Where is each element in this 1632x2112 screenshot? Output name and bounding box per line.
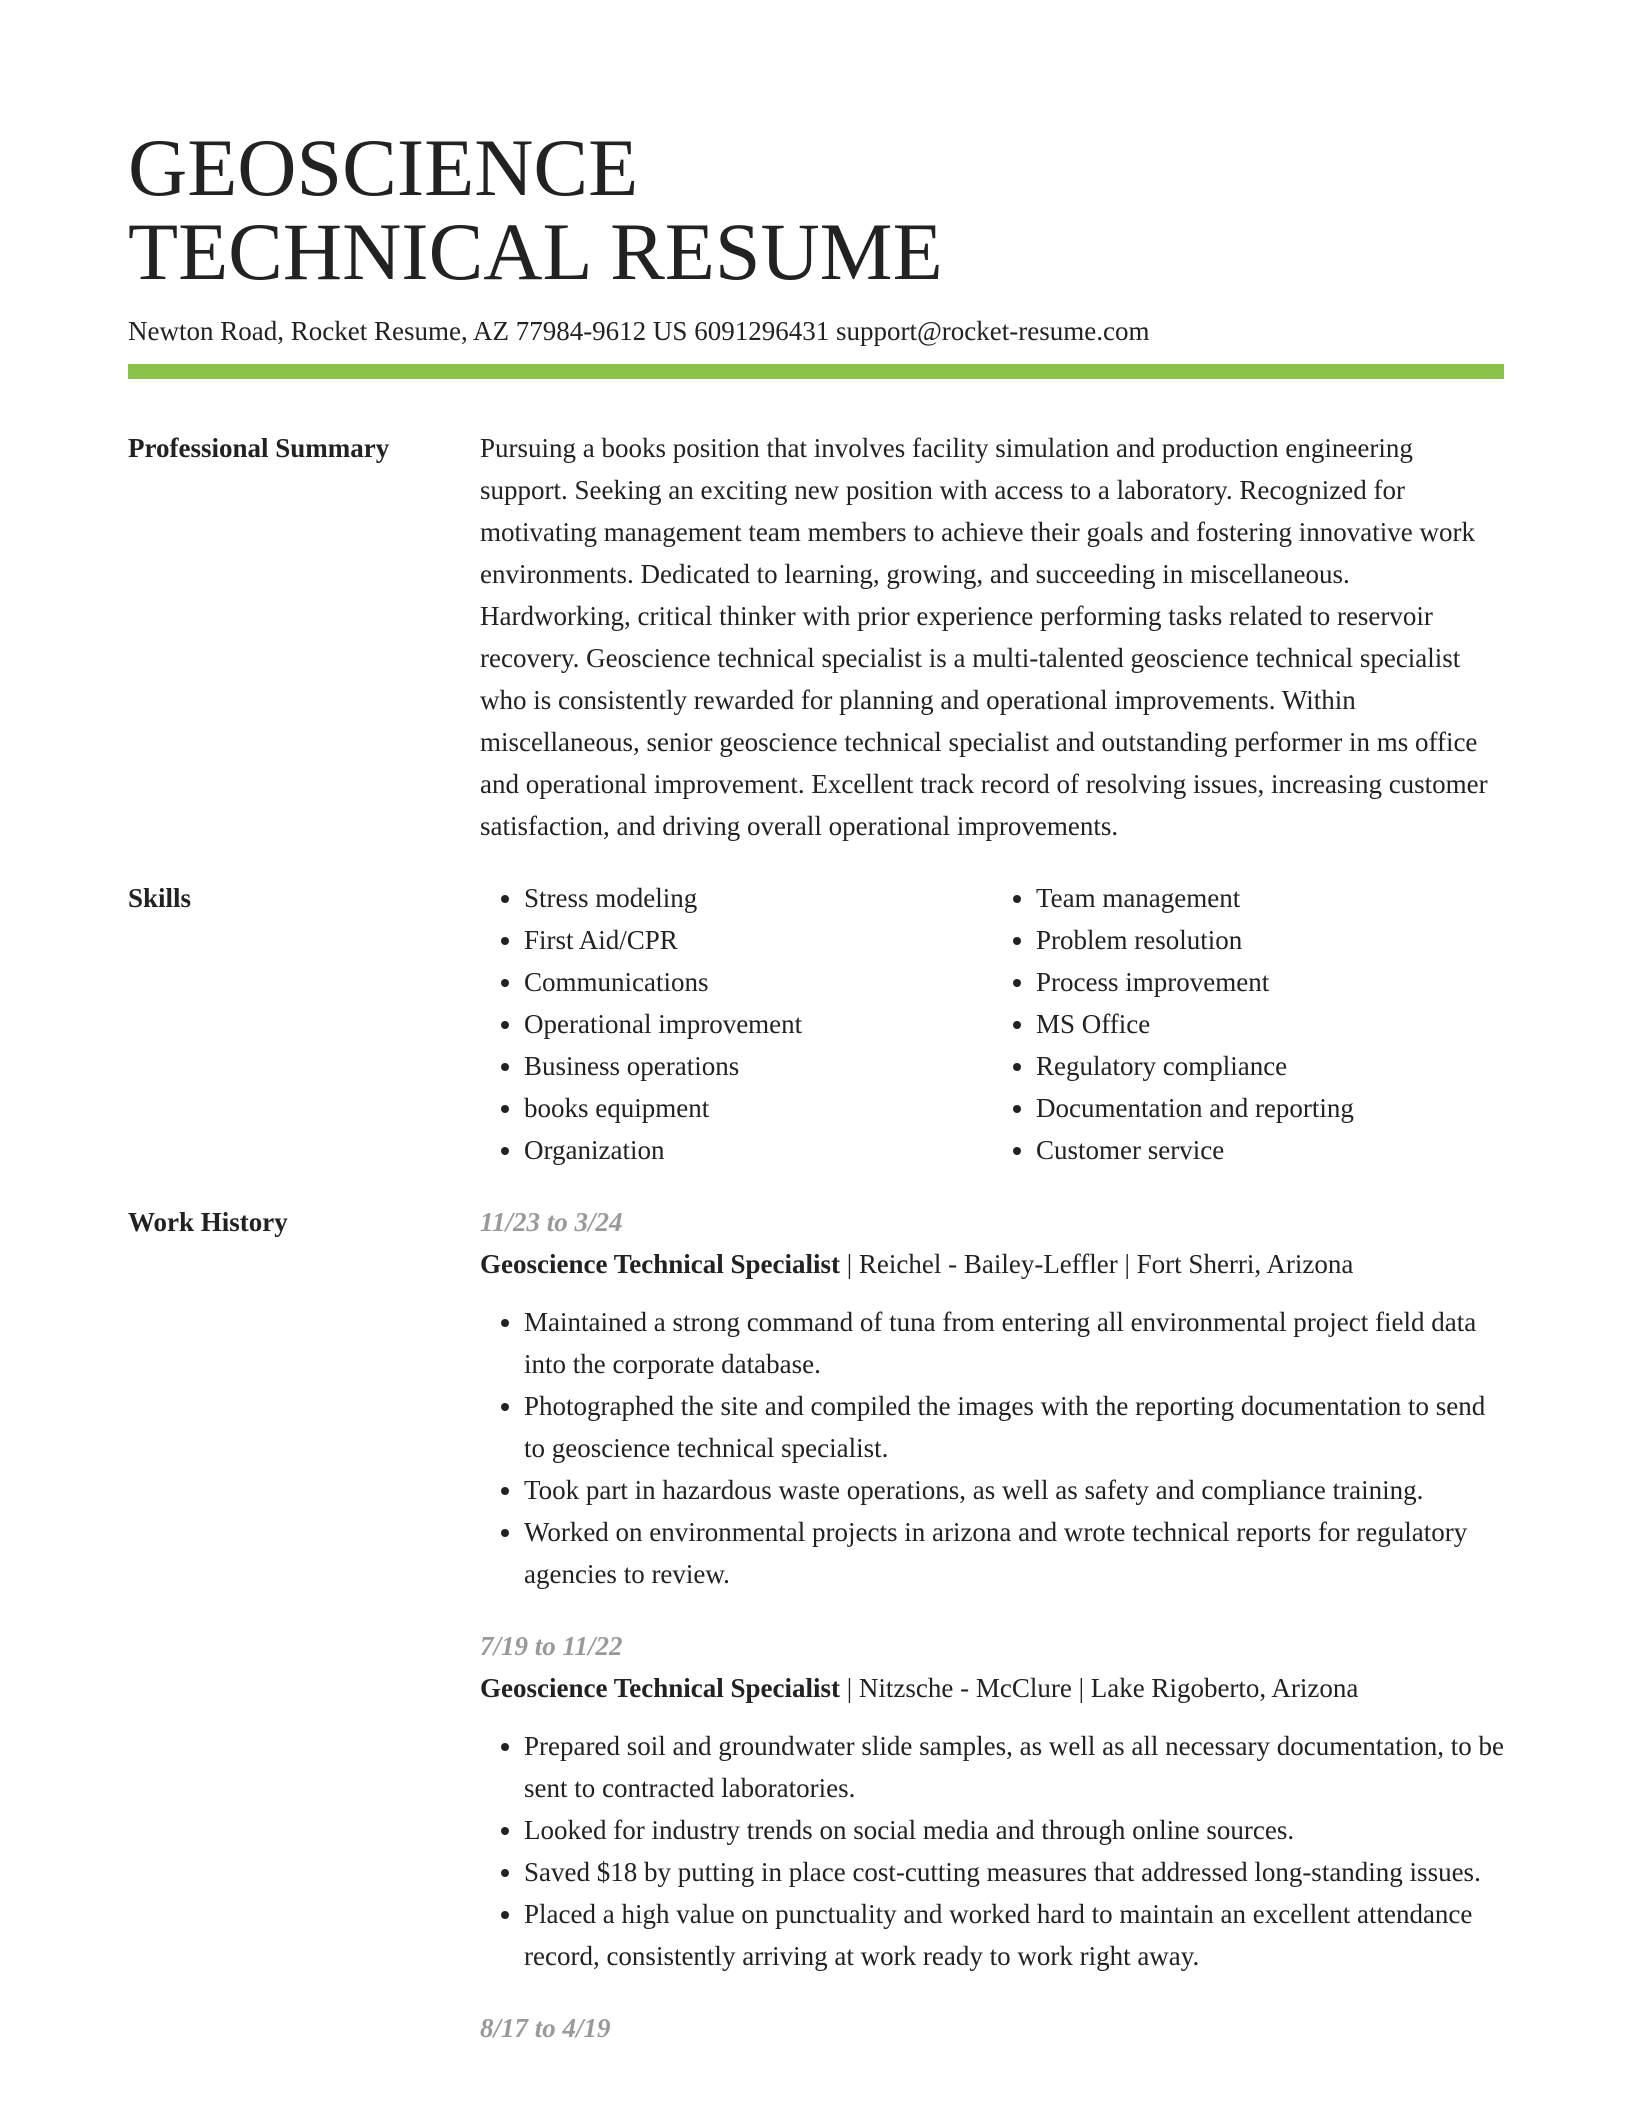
skills-list-right: [992, 877, 1504, 1171]
skill-item: • Organization: [524, 1129, 992, 1171]
skill-item: • Communications: [524, 961, 992, 1003]
summary-text: Pursuing a books position that involves facility simulation and production engineering support. Seeking an exciting new position with access to a laboratory. Recognized for motivating management team members to achieve their goals and fostering innovative work environments. Dedicated to learning, growing, and succeeding in miscellaneous. Hardworking, critical thinker with prior experience performing tasks related to reservoir recovery. Geoscience technical specialist is a multi-talented geoscience technical specialist who is consistently rewarded for planning and operational improvements. Within miscellaneous, senior geoscience technical specialist and outstanding performer in ms office and operational improvement. Excellent track record of resolving issues, increasing customer satisfaction, and driving overall operational improvements.: [480, 433, 1488, 841]
job-employer-location: | Reichel - Bailey-Leffler | Fort Sherri, Arizona: [839, 1249, 1354, 1279]
skill-item: • Problem resolution: [1036, 919, 1504, 961]
job-dates: 8/17 to 4/19: [480, 2013, 611, 2043]
skill-item: • Team management: [1036, 877, 1504, 919]
skill-item: • Process improvement: [1036, 961, 1504, 1003]
section-label-work: Work History: [128, 1207, 288, 1237]
job-bullet: • Placed a high value on punctuality and worked hard to maintain an excellent attendance record, consistently arriving at work ready to work right away.: [524, 1893, 1504, 1977]
skills-body: [480, 877, 1504, 1171]
job-bullet: • Prepared soil and groundwater slide samples, as well as all necessary documentation, to be sent to contracted laboratories.: [524, 1725, 1504, 1809]
job-entry: [480, 1625, 1504, 1977]
contact-line: Newton Road, Rocket Resume, AZ 77984-9612 US 6091296431 support@rocket-resume.com: [128, 316, 1150, 346]
summary-body: [480, 427, 1504, 847]
job-dates: 7/19 to 11/22: [480, 1631, 623, 1661]
job-heading: [480, 1667, 1504, 1709]
skills-list-left: [480, 877, 992, 1171]
job-bullet: • Photographed the site and compiled the images with the reporting documentation to send to geoscience technical specialist.: [524, 1385, 1504, 1469]
job-title: Geoscience Technical Specialist: [480, 1249, 840, 1279]
skill-item: • Stress modeling: [524, 877, 992, 919]
job-bullet: • Looked for industry trends on social media and through online sources.: [524, 1809, 1504, 1851]
skill-item: • Documentation and reporting: [1036, 1087, 1504, 1129]
job-entry: [480, 2007, 1504, 2049]
skills-section: [128, 877, 1504, 1171]
accent-divider: [128, 364, 1504, 379]
resume-page: [128, 122, 1504, 2079]
job-title: Geoscience Technical Specialist: [480, 1673, 840, 1703]
skill-item: • books equipment: [524, 1087, 992, 1129]
skill-item: • Customer service: [1036, 1129, 1504, 1171]
professional-summary-section: [128, 427, 1504, 847]
skill-item: • MS Office: [1036, 1003, 1504, 1045]
job-bullet: • Worked on environmental projects in arizona and wrote technical reports for regulatory agencies to review.: [524, 1511, 1504, 1595]
section-label-summary: Professional Summary: [128, 433, 390, 463]
resume-title: [128, 122, 1504, 297]
job-dates: 11/23 to 3/24: [480, 1207, 623, 1237]
skill-item: • Regulatory compliance: [1036, 1045, 1504, 1087]
section-label-skills: Skills: [128, 883, 192, 913]
skill-item: • First Aid/CPR: [524, 919, 992, 961]
job-bullet: • Maintained a strong command of tuna from entering all environmental project field data into the corporate database.: [524, 1301, 1504, 1385]
skill-item: • Operational improvement: [524, 1003, 992, 1045]
resume-title-line1: GEOSCIENCE: [128, 122, 639, 213]
job-bullet-list: [480, 1725, 1504, 1977]
work-history-body: [480, 1201, 1504, 2079]
skill-item: • Business operations: [524, 1045, 992, 1087]
work-history-section: [128, 1201, 1504, 2079]
resume-title-line2: TECHNICAL RESUME: [128, 206, 943, 297]
job-heading: [480, 1243, 1504, 1285]
job-employer-location: | Nitzsche - McClure | Lake Rigoberto, Arizona: [839, 1673, 1359, 1703]
job-bullet: • Took part in hazardous waste operations, as well as safety and compliance training.: [524, 1469, 1504, 1511]
job-entry: [480, 1201, 1504, 1595]
job-bullet: • Saved $18 by putting in place cost-cutting measures that addressed long-standing issues.: [524, 1851, 1504, 1893]
job-bullet-list: [480, 1301, 1504, 1595]
